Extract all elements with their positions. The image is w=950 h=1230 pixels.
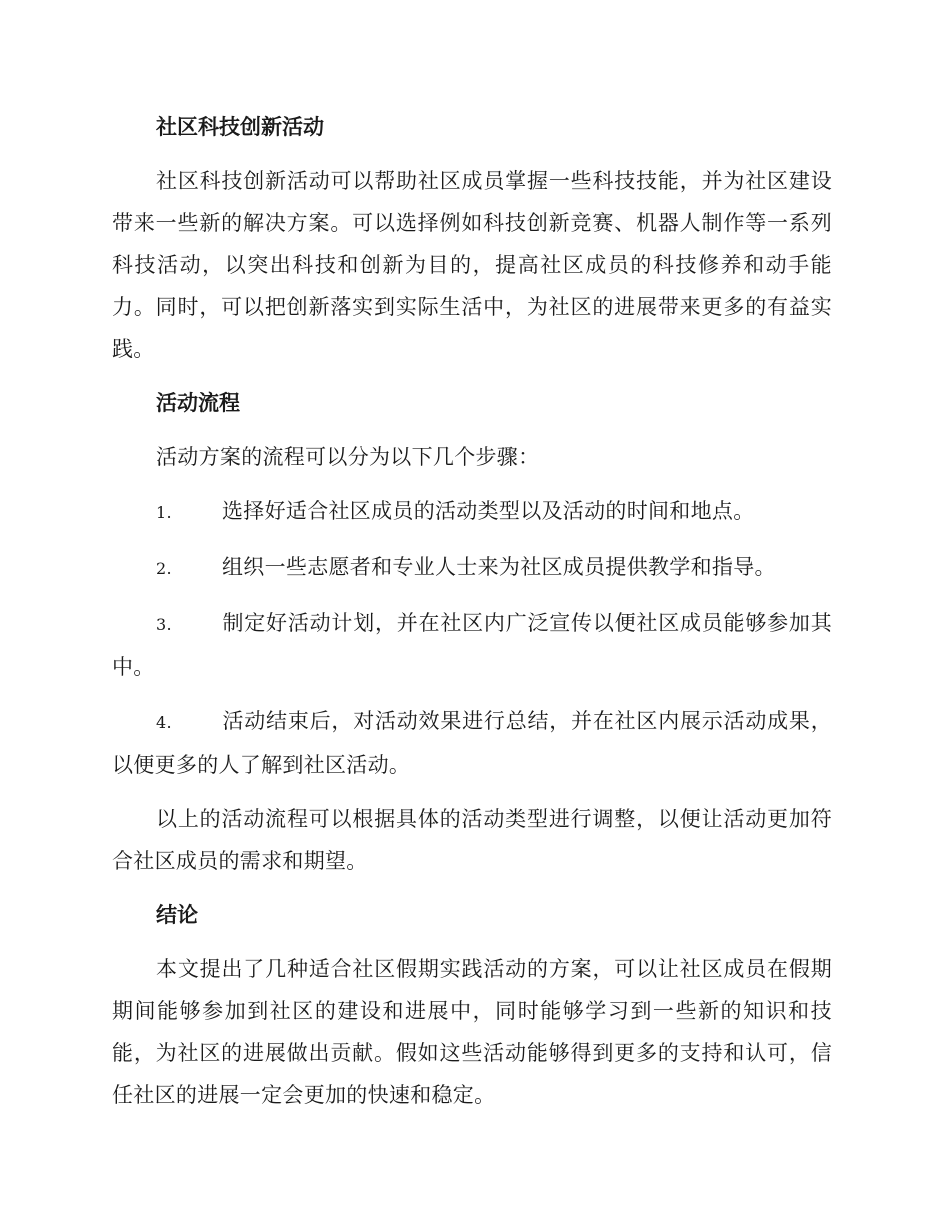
list-item-text: 选择好适合社区成员的活动类型以及活动的时间和地点。 [222,499,755,523]
section-heading-conclusion: 结论 [156,903,198,927]
list-item [112,546,832,590]
tech-innovation-paragraph: 社区科技创新活动可以帮助社区成员掌握一些科技技能，并为社区建设带来一些新的解决方案。可以选择例如科技创新竞赛、机器人制作等一系列科技活动，以突出科技和创新为目的，提高社区成员的科技修养和动手能力。同时，可以把创新落实到实际生活中，为社区的进展带来更多的有益实践。 [112,169,832,361]
list-item-text: 组织一些志愿者和专业人士来为社区成员提供教学和指导。 [222,555,776,579]
list-item [112,602,832,688]
list-item [112,700,832,786]
list-number: 4. [156,713,172,732]
list-item-text: 制定好活动计划，并在社区内广泛宣传以便社区成员能够参加其中。 [112,611,832,679]
activity-process-outro: 以上的活动流程可以根据具体的活动类型进行调整，以便让活动更加符合社区成员的需求和期望。 [112,807,832,873]
section-heading-activity-process: 活动流程 [156,391,240,415]
activity-process-intro: 活动方案的流程可以分为以下几个步骤： [156,445,540,469]
section-heading-tech-innovation: 社区科技创新活动 [156,115,324,139]
list-number: 2. [156,559,172,578]
document-page [112,106,832,1128]
list-item [112,490,832,534]
list-item-text: 活动结束后，对活动效果进行总结，并在社区内展示活动成果，以便更多的人了解到社区活动。 [112,709,832,777]
list-number: 1. [156,503,172,522]
conclusion-paragraph: 本文提出了几种适合社区假期实践活动的方案，可以让社区成员在假期期间能够参加到社区的建设和进展中，同时能够学习到一些新的知识和技能，为社区的进展做出贡献。假如这些活动能够得到更多的支持和认可，信任社区的进展一定会更加的快速和稳定。 [112,957,832,1107]
list-number: 3. [156,615,172,634]
